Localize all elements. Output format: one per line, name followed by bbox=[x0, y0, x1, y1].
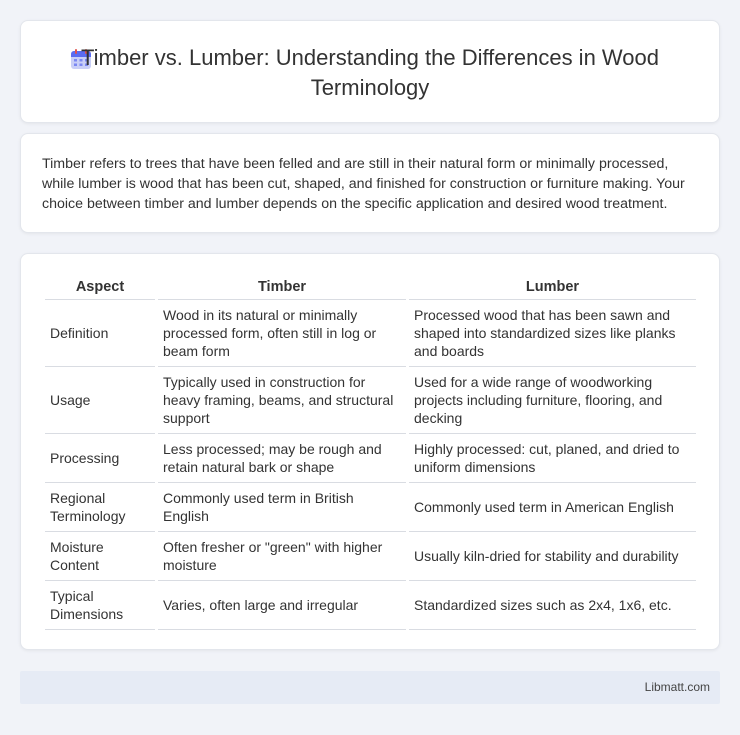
cell-timber: Often fresher or "green" with higher moisture bbox=[158, 532, 406, 581]
header-card bbox=[20, 20, 720, 123]
table-row bbox=[45, 532, 696, 581]
cell-aspect: Usage bbox=[45, 367, 155, 434]
cell-timber: Typically used in construction for heavy framing, beams, and structural support bbox=[158, 367, 406, 434]
cell-aspect: Typical Dimensions bbox=[45, 581, 155, 630]
column-header-timber: Timber bbox=[158, 276, 406, 300]
cell-timber: Wood in its natural or minimally processed form, often still in log or beam form bbox=[158, 300, 406, 367]
footer-bar bbox=[20, 671, 720, 704]
cell-timber: Less processed; may be rough and retain natural bark or shape bbox=[158, 434, 406, 483]
cell-timber: Commonly used term in British English bbox=[158, 483, 406, 532]
page-title: Timber vs. Lumber: Understanding the Differences in Wood Terminology bbox=[81, 45, 659, 100]
footer-brand: Libmatt.com bbox=[644, 680, 710, 694]
cell-lumber: Usually kiln-dried for stability and durability bbox=[409, 532, 696, 581]
table-row bbox=[45, 434, 696, 483]
cell-aspect: Moisture Content bbox=[45, 532, 155, 581]
table-row bbox=[45, 581, 696, 630]
intro-paragraph: Timber refers to trees that have been felled and are still in their natural form or minimally processed, while lumber is wood that has been cut, shaped, and finished for construction or furniture making. Your choice between timber and lumber depends on the specific application and desired wood treatment. bbox=[42, 156, 685, 212]
cell-lumber: Commonly used term in American English bbox=[409, 483, 696, 532]
cell-timber: Varies, often large and irregular bbox=[158, 581, 406, 630]
cell-lumber: Processed wood that has been sawn and shaped into standardized sizes like planks and boards bbox=[409, 300, 696, 367]
comparison-table-card bbox=[20, 253, 720, 650]
cell-aspect: Definition bbox=[45, 300, 155, 367]
table-row bbox=[45, 483, 696, 532]
table-header-row bbox=[45, 276, 696, 300]
intro-card bbox=[20, 133, 720, 233]
table-row bbox=[45, 367, 696, 434]
column-header-lumber: Lumber bbox=[409, 276, 696, 300]
cell-aspect: Regional Terminology bbox=[45, 483, 155, 532]
cell-lumber: Standardized sizes such as 2x4, 1x6, etc. bbox=[409, 581, 696, 630]
cell-lumber: Used for a wide range of woodworking projects including furniture, flooring, and decking bbox=[409, 367, 696, 434]
cell-lumber: Highly processed: cut, planed, and dried to uniform dimensions bbox=[409, 434, 696, 483]
column-header-aspect: Aspect bbox=[45, 276, 155, 300]
comparison-table bbox=[42, 276, 699, 630]
cell-aspect: Processing bbox=[45, 434, 155, 483]
table-row bbox=[45, 300, 696, 367]
